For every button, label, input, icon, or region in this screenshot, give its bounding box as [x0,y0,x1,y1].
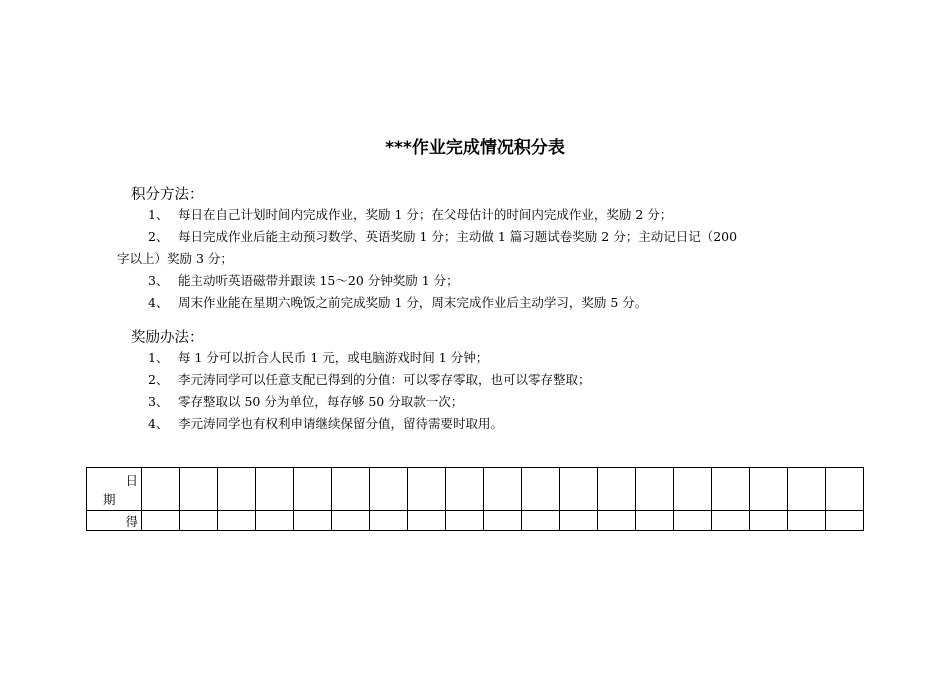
item-number: 2、 [148,372,169,387]
score-cell[interactable] [636,511,674,531]
reward-item-3 [148,391,463,413]
date-cell[interactable] [712,468,750,511]
date-cell[interactable] [598,468,636,511]
item-number: 3、 [148,394,169,409]
date-cell[interactable] [674,468,712,511]
score-cell[interactable] [180,511,218,531]
score-cell[interactable] [712,511,750,531]
item-number: 3、 [148,273,169,288]
date-cell[interactable] [294,468,332,511]
item-number: 2、 [148,229,169,244]
item-text: 李元涛同学也有权利申请继续保留分值，留待需要时取用。 [178,416,504,431]
item-number: 4、 [148,416,169,431]
item-text-line2: 字以上）奖励 3 分； [117,251,233,266]
scoring-item-3 [148,270,459,292]
date-cell[interactable] [484,468,522,511]
date-cell[interactable] [142,468,180,511]
score-cell[interactable] [294,511,332,531]
score-cell[interactable] [332,511,370,531]
reward-item-1 [148,347,488,369]
item-number: 1、 [148,207,169,222]
reward-method-heading: 奖励办法： [131,330,204,346]
date-cell[interactable] [446,468,484,511]
date-cell[interactable] [826,468,864,511]
page-title: ***作业完成情况积分表 [385,138,565,158]
score-cell[interactable] [370,511,408,531]
item-text: 李元涛同学可以任意支配已得到的分值：可以零存零取，也可以零存整取； [178,372,591,387]
item-text: 每 1 分可以折合人民币 1 元，或电脑游戏时间 1 分钟； [178,350,489,365]
item-text-line1: 每日完成作业后能主动预习数学、英语奖励 1 分；主动做 1 篇习题试卷奖励 2 分；主动记日记（200 [178,229,738,244]
score-header-char: 得 [125,514,138,529]
score-cell[interactable] [826,511,864,531]
scoring-item-2 [117,226,862,270]
score-row [87,511,864,531]
score-table [86,467,864,531]
score-cell[interactable] [598,511,636,531]
item-text: 零存整取以 50 分为单位，每存够 50 分取款一次； [178,394,464,409]
reward-item-4 [148,413,503,435]
date-header-char-2: 期 [103,492,116,507]
date-cell[interactable] [332,468,370,511]
score-cell[interactable] [522,511,560,531]
date-cell[interactable] [218,468,256,511]
date-row [87,468,864,511]
date-cell[interactable] [522,468,560,511]
date-cell[interactable] [750,468,788,511]
score-cell[interactable] [788,511,826,531]
item-text: 每日在自己计划时间内完成作业，奖励 1 分；在父母估计的时间内完成作业，奖励 2 分； [178,207,673,222]
date-cell[interactable] [370,468,408,511]
score-cell[interactable] [750,511,788,531]
date-cell[interactable] [560,468,598,511]
item-text: 能主动听英语磁带并跟读 15～20 分钟奖励 1 分； [178,273,459,288]
date-header-char-1: 日 [125,473,138,488]
item-text: 周末作业能在星期六晚饭之前完成奖励 1 分，周末完成作业后主动学习，奖励 5 分。 [178,295,648,310]
reward-item-2 [148,369,591,391]
score-cell[interactable] [218,511,256,531]
date-cell[interactable] [180,468,218,511]
scoring-method-heading: 积分方法： [131,187,204,203]
date-cell[interactable] [408,468,446,511]
item-number: 4、 [148,295,169,310]
item-number: 1、 [148,350,169,365]
scoring-item-4 [148,292,647,314]
score-cell[interactable] [408,511,446,531]
date-cell[interactable] [636,468,674,511]
score-header-cell [87,511,142,531]
date-cell[interactable] [256,468,294,511]
score-cell[interactable] [256,511,294,531]
date-header-cell [87,468,142,511]
score-cell[interactable] [142,511,180,531]
score-cell[interactable] [674,511,712,531]
score-cell[interactable] [560,511,598,531]
score-cell[interactable] [446,511,484,531]
scoring-item-1 [148,204,672,226]
date-cell[interactable] [788,468,826,511]
score-cell[interactable] [484,511,522,531]
